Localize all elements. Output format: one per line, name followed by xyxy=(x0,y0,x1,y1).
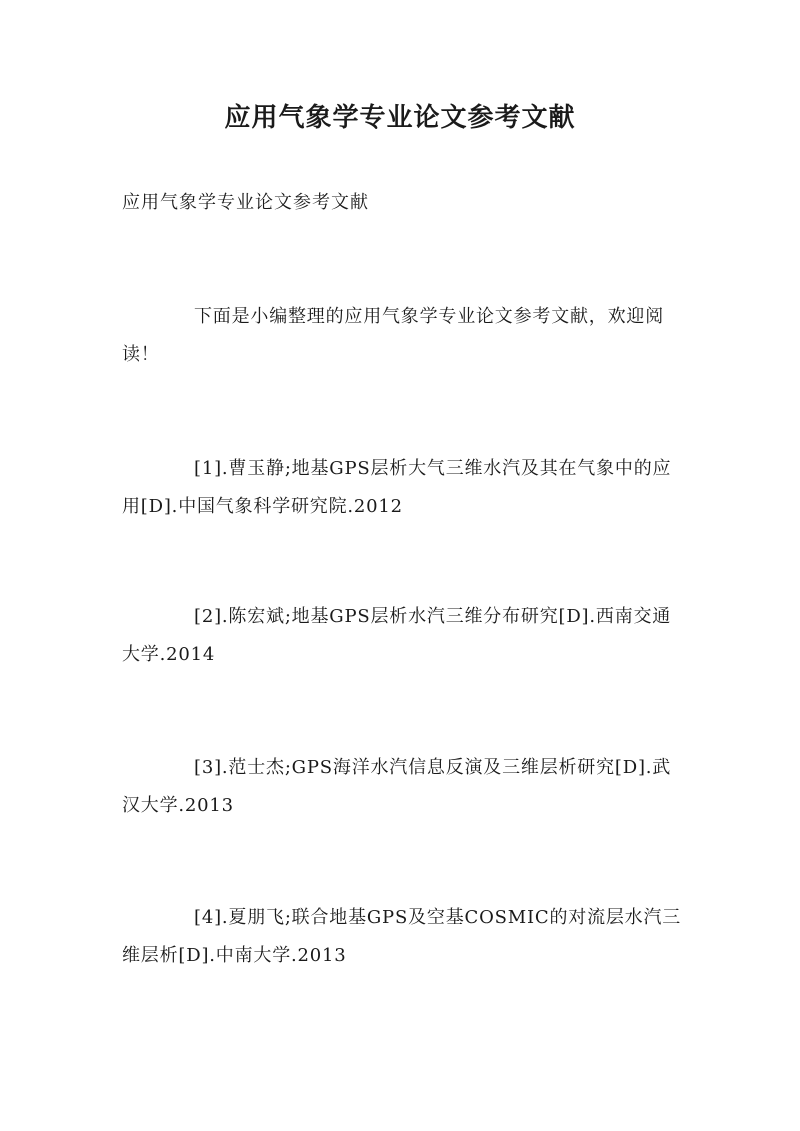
document-title: 应用气象学专业论文参考文献 xyxy=(224,103,576,133)
reference-item-4: [4].夏朋飞;联合地基GPS及空基COSMIC的对流层水汽三维层析[D].中南大学.2013 xyxy=(122,907,682,966)
reference-item-2: [2].陈宏斌;地基GPS层析水汽三维分布研究[D].西南交通大学.2014 xyxy=(122,606,672,665)
intro-paragraph: 下面是小编整理的应用气象学专业论文参考文献，欢迎阅读！ xyxy=(122,306,664,365)
reference-item-3: [3].范士杰;GPS海洋水汽信息反演及三维层析研究[D].武汉大学.2013 xyxy=(122,757,672,816)
reference-item-1: [1].曹玉静;地基GPS层析大气三维水汽及其在气象中的应用[D].中国气象科学研究院.2012 xyxy=(122,458,672,517)
document-subtitle: 应用气象学专业论文参考文献 xyxy=(122,192,369,213)
